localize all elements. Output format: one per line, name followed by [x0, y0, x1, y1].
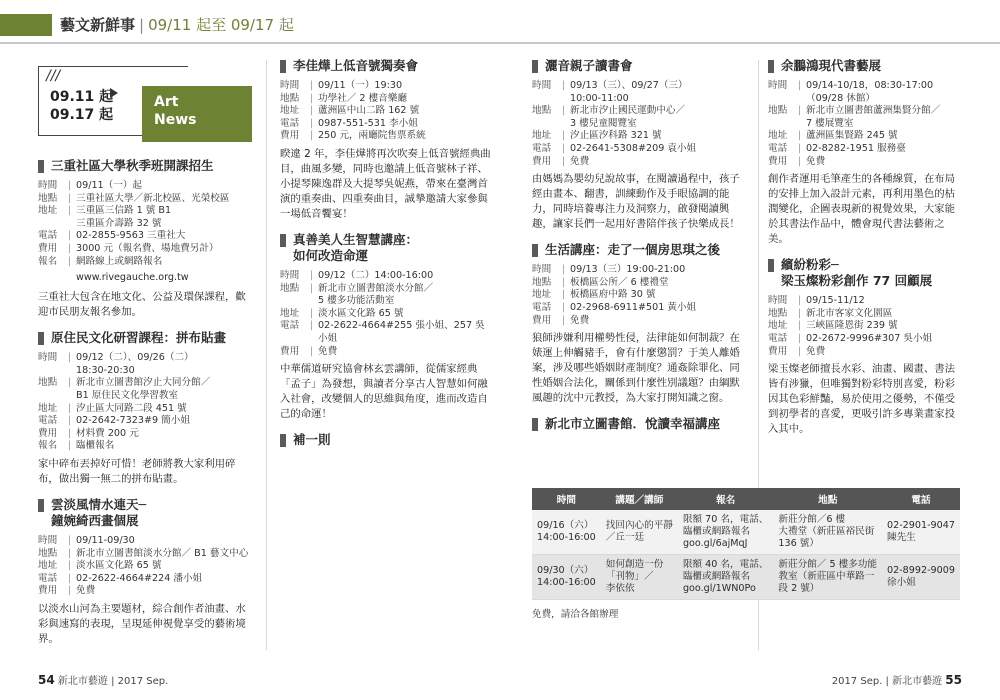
info-row	[280, 93, 492, 106]
info-value: 免費	[570, 155, 590, 167]
title-bullet-icon	[280, 434, 286, 447]
event-title-text: 灑音親子讀書會	[545, 58, 633, 73]
info-label: 電話	[280, 117, 300, 129]
info-value: 02-2622-4664#255 張小姐、257 吳小姐	[318, 320, 485, 344]
info-row	[38, 193, 256, 206]
event-title	[532, 242, 748, 258]
info-row	[38, 573, 256, 586]
info-label: 地址	[768, 130, 788, 142]
info-label: 電話	[532, 142, 552, 154]
table-cell: 限額 40 名，電話、 臨櫃或網路報名 goo.gl/1WN0Po	[678, 555, 773, 600]
art-news-label	[142, 86, 252, 142]
info-value: 臨櫃報名	[76, 440, 115, 452]
info-label: 地址	[38, 560, 58, 572]
event-info	[280, 80, 492, 143]
info-row	[768, 80, 960, 105]
info-row	[38, 548, 256, 561]
column-3	[532, 58, 748, 440]
title-bullet-icon	[532, 60, 538, 73]
table-cell: 02-2901-9047 陳先生	[882, 510, 960, 555]
info-value: 09/15-11/12	[806, 295, 865, 307]
title-bullet-icon	[280, 60, 286, 73]
info-divider: |	[798, 155, 802, 167]
info-row	[768, 143, 960, 156]
info-row	[38, 403, 256, 416]
art-news-banner	[38, 66, 256, 158]
event-section	[768, 58, 960, 247]
info-row	[38, 440, 256, 453]
info-label: 電話	[768, 142, 788, 154]
header-separator: |	[139, 16, 145, 34]
info-value: 02-2968-6911#501 黃小姐	[570, 301, 697, 313]
info-divider: |	[68, 377, 72, 389]
info-value: 新北市立圖書館淡水分館／ 5 樓多功能活動室	[318, 282, 434, 307]
info-row	[38, 243, 256, 256]
info-divider: |	[68, 352, 72, 364]
lecture-table-wrap	[532, 488, 960, 620]
event-title	[38, 330, 256, 346]
info-divider: |	[798, 320, 802, 332]
info-divider: |	[310, 307, 314, 319]
column-2	[280, 58, 492, 456]
info-label: 時間	[280, 80, 300, 91]
info-label: 時間	[38, 534, 58, 546]
info-divider: |	[68, 440, 72, 452]
title-bullet-icon	[768, 60, 774, 73]
info-divider: |	[798, 345, 802, 357]
info-row	[532, 156, 748, 169]
event-title	[280, 58, 492, 74]
banner-slashes: ///	[46, 68, 61, 84]
table-cell: 02-8992-9009 徐小姐	[882, 555, 960, 600]
info-divider: |	[562, 105, 566, 117]
info-label: 費用	[280, 345, 300, 357]
info-value: 02-2855-9563 三重社大	[76, 230, 186, 242]
info-row	[38, 415, 256, 428]
info-row	[280, 270, 492, 283]
header-title-text: 藝文新鮮事	[60, 16, 136, 34]
table-cell: 09/16（六） 14:00-16:00	[532, 510, 601, 555]
event-title	[532, 416, 748, 432]
info-label: 地點	[38, 192, 58, 204]
info-divider: |	[562, 314, 566, 326]
info-label: 時間	[768, 80, 788, 91]
title-bullet-icon	[280, 234, 286, 247]
info-label: 地址	[280, 307, 300, 319]
event-title-text: 補一則	[293, 432, 331, 448]
event-section	[532, 416, 748, 432]
info-row	[532, 143, 748, 156]
info-label: 地址	[532, 289, 552, 301]
info-label: 時間	[532, 80, 552, 91]
info-divider: |	[310, 269, 314, 281]
table-row	[532, 555, 960, 600]
event-description: 家中碎布丟掉好可惜！老師將教大家利用碎布，做出獨一無二的拼布貼畫。	[38, 457, 236, 485]
info-row	[38, 428, 256, 441]
info-row	[38, 377, 256, 402]
info-value: 新北市立圖書館淡水分館／ B1 藝文中心	[76, 547, 249, 559]
info-value: 板橋區府中路 30 號	[570, 289, 656, 301]
info-row	[38, 205, 256, 230]
info-divider: |	[68, 415, 72, 427]
info-value: 09/11（一）起	[76, 180, 143, 191]
info-label: 地點	[280, 282, 300, 294]
info-divider: |	[562, 142, 566, 154]
event-description: 以淡水山河為主要題材，綜合創作者油畫、水彩與速寫的表現，呈現延伸視覺享受的藝術境界。	[38, 602, 246, 645]
page-footer-left-text: 新北市藝遊 | 2017 Sep.	[57, 676, 169, 687]
event-url: www.rivegauche.org.tw	[76, 272, 189, 284]
info-divider: |	[68, 230, 72, 242]
info-row	[768, 156, 960, 169]
info-row	[38, 560, 256, 573]
event-title	[38, 158, 256, 174]
info-row	[768, 333, 960, 346]
title-bullet-icon	[38, 332, 44, 345]
event-description: 梁玉燦老師擅長水彩、油畫、國畫、書法皆有涉獵，但唯獨對粉彩特別喜愛，粉彩因其色彩鮮豔，易於使用之優勢，不僅受到初學者的喜愛，更吸引許多專業畫家投入其中。	[768, 363, 956, 436]
event-title-text: 原住民文化研習課程：拼布貼畫	[51, 330, 227, 346]
info-row	[280, 130, 492, 143]
info-label: 地點	[38, 547, 58, 559]
event-section	[38, 497, 256, 647]
info-value: 09/12（二）、09/26（二） 18:30-20:30	[76, 352, 194, 376]
info-divider: |	[562, 155, 566, 167]
info-divider: |	[68, 560, 72, 572]
info-value: 三峽區隆恩街 239 號	[806, 320, 898, 332]
info-row	[532, 130, 748, 143]
info-value: 09/14-10/18，08:30-17:00 （09/28 休館）	[806, 80, 934, 104]
title-bullet-icon	[768, 259, 774, 272]
info-label: 地點	[532, 276, 552, 288]
info-label: 費用	[38, 242, 58, 254]
info-divider: |	[562, 80, 566, 91]
info-row	[280, 308, 492, 321]
info-value: 09/13（三）、09/27（三） 10:00-11:00	[570, 80, 688, 104]
page-number-right-no: 55	[945, 673, 962, 687]
info-label: 地址	[38, 402, 58, 414]
info-value: 網路線上或網路報名	[76, 255, 163, 267]
info-divider: |	[310, 117, 314, 129]
page-number-left-no: 54	[38, 673, 55, 687]
info-value: 功學社／ 2 樓音樂廳	[318, 92, 407, 104]
info-value: 免費	[318, 345, 338, 357]
info-label: 地點	[532, 105, 552, 117]
column-4	[768, 58, 960, 447]
table-cell: 新莊分館／6 樓 大禮堂（新莊區裕民街 136 號）	[773, 510, 882, 555]
title-bullet-icon	[532, 244, 538, 257]
event-section	[280, 432, 492, 448]
info-label: 地點	[38, 377, 58, 389]
info-divider: |	[310, 92, 314, 104]
table-cell: 找回內心的平靜 ／丘一廷	[601, 510, 678, 555]
info-divider: |	[798, 130, 802, 142]
info-value: 三重社區大學／新北校區、光榮校區	[76, 192, 230, 204]
info-divider: |	[798, 307, 802, 319]
info-label: 地址	[280, 105, 300, 117]
info-value: 汐止區汐科路 321 號	[570, 130, 662, 142]
info-row	[768, 130, 960, 143]
info-value: 免費	[806, 345, 826, 357]
info-value: 02-2642-7323#9 簡小姐	[76, 415, 190, 427]
event-section	[768, 257, 960, 437]
info-row	[768, 295, 960, 308]
info-value: 02-2622-4664#224 潘小姐	[76, 572, 203, 584]
info-label: 費用	[38, 427, 58, 439]
info-divider: |	[68, 255, 72, 267]
event-description: 睽違 2 年，李佳燁將再次吹奏上低音號經典曲目，曲風多變，同時也邀請上低音號林子祥、小提琴陳逸群及大提琴吳妮燕，帶來在臺灣首演的重奏曲、四重奏曲目，誠摯邀請大家參與一場低音饗宴！	[280, 147, 491, 220]
info-label: 電話	[38, 572, 58, 584]
event-info	[38, 535, 256, 598]
event-title-text: 繽紛粉彩─ 梁玉燦粉彩創作 77 回顧展	[781, 257, 933, 289]
info-divider: |	[68, 534, 72, 546]
info-row	[768, 308, 960, 321]
event-section	[532, 242, 748, 406]
info-value: 新北市客家文化園區	[806, 307, 893, 319]
event-title-text: 余鵬鴻現代書藝展	[781, 58, 882, 73]
info-label: 地點	[280, 92, 300, 104]
info-value: 09/11-09/30	[76, 534, 135, 546]
info-label: 地址	[768, 320, 788, 332]
info-row	[280, 320, 492, 345]
info-row	[532, 315, 748, 328]
event-description: 中華儒道研究協會林玄雲講師，從儒家經典「孟子」為發想，與讀者分享古人智慧如何融入社會，改變個人的思維與角度，進而改造自己的命運！	[280, 363, 488, 421]
title-bullet-icon	[532, 418, 538, 431]
table-header-row	[532, 488, 960, 510]
info-row	[768, 105, 960, 130]
info-label: 電話	[280, 320, 300, 332]
info-divider: |	[798, 295, 802, 307]
info-value: 09/12（二）14:00-16:00	[318, 269, 434, 281]
info-divider: |	[68, 572, 72, 584]
table-header-cell: 地點	[773, 488, 882, 510]
info-divider: |	[798, 80, 802, 91]
info-label: 地點	[768, 105, 788, 117]
info-row	[532, 302, 748, 315]
info-divider: |	[310, 345, 314, 357]
header-accent	[0, 14, 52, 36]
info-label: 費用	[280, 130, 300, 142]
info-divider: |	[68, 205, 72, 217]
info-label: 時間	[532, 264, 552, 276]
info-value: 免費	[570, 314, 590, 326]
event-title-text: 雲淡風情水連天─ 鐘婉綺西畫個展	[51, 496, 147, 528]
info-divider: |	[562, 289, 566, 301]
info-row	[532, 264, 748, 277]
title-bullet-icon	[38, 499, 44, 512]
info-value: 汐止區大同路二段 451 號	[76, 402, 187, 414]
info-row	[38, 535, 256, 548]
info-row	[280, 105, 492, 118]
event-section	[38, 330, 256, 487]
info-label: 地點	[768, 307, 788, 319]
table-cell: 新莊分館／ 5 樓多功能 教室（新莊區中華路一 段 2 號）	[773, 555, 882, 600]
table-body	[532, 510, 960, 600]
info-row	[532, 105, 748, 130]
event-info	[280, 270, 492, 358]
info-row	[532, 289, 748, 302]
info-label: 電話	[38, 415, 58, 427]
event-title	[38, 497, 256, 529]
info-row	[280, 346, 492, 359]
banner-date-start: 09.11 起	[50, 89, 114, 105]
info-value: 板橋區公所／ 6 樓禮堂	[570, 276, 669, 288]
info-label: 電話	[532, 301, 552, 313]
info-value: 淡水區文化路 65 號	[76, 560, 162, 572]
event-description: 三重社大包含在地文化、公益及環保課程，歡迎市民朋友報名參加。	[38, 291, 246, 319]
info-value: 新北市立圖書館蘆洲集賢分館／ 7 樓展覽室	[806, 105, 941, 129]
info-value: 09/11（一）19:30	[318, 80, 403, 91]
info-row	[38, 230, 256, 243]
info-label: 費用	[768, 155, 788, 167]
event-description: 由媽媽為嬰幼兒說故事，在閱讀過程中，孩子經由畫本、翻書，訓練動作及手眼協調的能力，同時培養專注力及洞察力，啟發閱讀興趣，讓家長們一起用好書陪伴孩子快樂成長！	[532, 173, 740, 231]
event-description: 創作者運用毛筆產生的各種線質，在布局的安排上加入設計元素，再利用墨色的枯潤變化，企圖表現新的視覺效果，大家能於其書法作品中，體會現代書法藝術之美。	[768, 173, 956, 246]
table-header-cell: 講題／講師	[601, 488, 678, 510]
art-news-word-1: Art	[154, 94, 179, 110]
info-label: 時間	[280, 269, 300, 281]
info-row	[768, 320, 960, 333]
event-title-text: 生活講座：走了一個房思琪之後	[545, 242, 721, 258]
info-divider: |	[310, 130, 314, 142]
info-label: 費用	[38, 585, 58, 597]
column-divider	[266, 60, 267, 650]
event-title	[768, 257, 960, 289]
info-row	[768, 346, 960, 359]
info-divider: |	[310, 282, 314, 294]
event-title	[280, 232, 492, 264]
event-title-text: 新北市立圖書館．悅讀幸福講座	[545, 416, 721, 432]
info-value: 蘆洲區集賢路 245 號	[806, 130, 898, 142]
info-value: 三重區三信路 1 號 B1 三重區介壽路 32 號	[76, 205, 172, 229]
event-info	[532, 80, 748, 168]
event-section	[532, 58, 748, 232]
info-divider: |	[310, 105, 314, 117]
info-value: 蘆洲區中山二路 162 號	[318, 105, 420, 117]
info-divider: |	[798, 105, 802, 117]
play-arrow-icon	[110, 88, 118, 98]
table-cell: 如何創造一份 「刊物」／ 李依依	[601, 555, 678, 600]
info-label: 報名	[38, 440, 58, 452]
header-title	[60, 14, 294, 35]
info-value: 3000 元（報名費、場地費另計）	[76, 242, 219, 254]
event-info	[768, 80, 960, 168]
info-value: 0987-551-531 李小姐	[318, 117, 418, 129]
column-1	[38, 58, 256, 657]
info-label: 費用	[532, 314, 552, 326]
table-row	[532, 510, 960, 555]
table-header-cell: 電話	[882, 488, 960, 510]
info-divider: |	[798, 332, 802, 344]
info-divider: |	[68, 402, 72, 414]
info-label: 報名	[38, 255, 58, 267]
page-number-right	[832, 672, 962, 687]
table-header-cell: 報名	[678, 488, 773, 510]
event-title-text: 真善美人生智慧講座： 如何改造命運	[293, 231, 419, 263]
info-divider: |	[68, 192, 72, 204]
event-section	[280, 232, 492, 422]
event-section	[280, 58, 492, 222]
banner-date-end: 09.17 起	[50, 107, 114, 123]
info-row	[38, 180, 256, 193]
info-row	[280, 80, 492, 93]
info-divider: |	[68, 242, 72, 254]
info-row	[38, 256, 256, 269]
event-title	[532, 58, 748, 74]
info-value: 新北市立圖書館汐止大同分館／ B1 原住民文化學習教室	[76, 377, 211, 401]
event-info	[532, 264, 748, 327]
event-title-text: 李佳燁上低音號獨奏會	[293, 58, 419, 73]
page-footer-right-text: 2017 Sep. | 新北市藝遊	[831, 676, 943, 687]
event-info	[768, 295, 960, 358]
info-divider: |	[562, 301, 566, 313]
page-number-left	[38, 672, 168, 687]
info-label: 時間	[38, 180, 58, 191]
info-divider: |	[68, 180, 72, 191]
info-value: 02-8282-1951 服務臺	[806, 142, 906, 154]
header-date: 09/11 起至 09/17 起	[148, 16, 294, 34]
info-divider: |	[68, 585, 72, 597]
table-cell: 限額 70 名，電話、 臨櫃或網路報名 goo.gl/6ajMqJ	[678, 510, 773, 555]
info-value: 免費	[806, 155, 826, 167]
event-info	[38, 180, 256, 268]
table-header-cell: 時間	[532, 488, 601, 510]
info-row	[280, 283, 492, 308]
info-label: 費用	[768, 345, 788, 357]
table-note: 免費，請洽各館辦理	[532, 609, 619, 620]
info-divider: |	[68, 427, 72, 439]
info-divider: |	[68, 547, 72, 559]
event-description: 狼師涉嫌利用權勢性侵，法律能如何制裁？在婊運上伸觸豬手，會有什麼懲罰？于美人離婚案，涉及哪些婚姻財產制度？通姦除罪化、同性婚姻合法化，關係到什麼性別議題？由綱默風趣的沈中元教授，為大家打開知識之窗。	[532, 332, 740, 405]
info-value: 02-2641-5308#209 袁小姐	[570, 142, 697, 154]
event-section	[38, 158, 256, 320]
event-title-text: 三重社區大學秋季班開課招生	[51, 158, 214, 173]
title-bullet-icon	[38, 160, 44, 173]
info-divider: |	[310, 80, 314, 91]
info-row	[280, 118, 492, 131]
info-label: 地址	[38, 205, 58, 217]
page-header	[0, 0, 1000, 44]
info-label: 費用	[532, 155, 552, 167]
info-divider: |	[562, 276, 566, 288]
event-info	[38, 352, 256, 453]
info-divider: |	[310, 320, 314, 332]
info-row	[38, 352, 256, 377]
event-title	[768, 58, 960, 74]
info-value: 09/13（三）19:00-21:00	[570, 264, 686, 276]
info-label: 時間	[768, 295, 788, 307]
info-row	[532, 277, 748, 290]
lecture-table	[532, 488, 960, 600]
info-label: 地址	[532, 130, 552, 142]
info-value: 02-2672-9996#307 吳小姐	[806, 332, 933, 344]
event-title	[280, 432, 492, 448]
info-label: 電話	[38, 230, 58, 242]
info-divider: |	[562, 264, 566, 276]
info-value: 250 元，兩廳院售票系統	[318, 130, 426, 142]
art-news-word-2: News	[154, 112, 197, 128]
info-row	[532, 80, 748, 105]
info-label: 時間	[38, 352, 58, 364]
table-cell: 09/30（六） 14:00-16:00	[532, 555, 601, 600]
info-value: 新北市汐止國民運動中心／ 3 樓兒童閱覽室	[570, 105, 686, 129]
info-value: 淡水區文化路 65 號	[318, 307, 404, 319]
info-value: 免費	[76, 585, 96, 597]
info-row	[38, 585, 256, 598]
info-label: 電話	[768, 332, 788, 344]
info-divider: |	[798, 142, 802, 154]
info-divider: |	[562, 130, 566, 142]
info-value: 材料費 200 元	[76, 427, 139, 439]
